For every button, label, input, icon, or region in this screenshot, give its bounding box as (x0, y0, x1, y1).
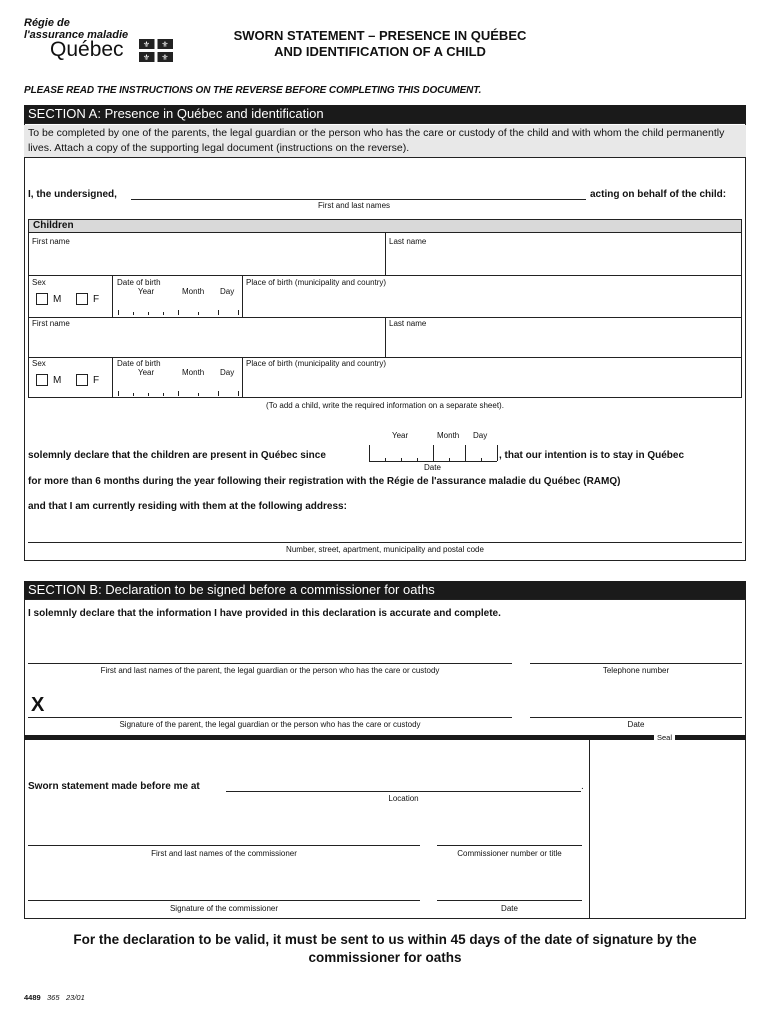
telephone-field[interactable] (530, 663, 742, 664)
acting-label: acting on behalf of the child: (590, 189, 727, 200)
declare-year-label: Year (392, 431, 409, 440)
child1-first-name-label: First name (32, 237, 70, 246)
parent-signature-caption: Signature of the parent, the legal guardian or the person who has the care or custody (119, 720, 421, 729)
child1-place-of-birth-label: Place of birth (municipality and country) (246, 278, 387, 287)
child1-dob-field[interactable] (118, 309, 238, 315)
child2-dob-day-label: Day (220, 368, 235, 377)
child2-sex-m-checkbox[interactable] (36, 374, 48, 386)
child1-dob-month-label: Month (182, 287, 205, 296)
telephone-caption: Telephone number (602, 666, 670, 675)
form-title-line1: SWORN STATEMENT – PRESENCE IN QUÉBEC (233, 28, 527, 43)
parent-names-caption: First and last names of the parent, the legal guardian or the person who has the care or custody (100, 666, 440, 675)
child1-sex-m-label: M (53, 294, 62, 305)
child1-dob-label: Date of birth (117, 278, 161, 287)
child2-sex-label: Sex (32, 359, 46, 368)
quebec-flag-icon (139, 39, 173, 62)
parent-date-caption: Date (627, 720, 645, 729)
commissioner-date-field[interactable] (437, 900, 582, 901)
seal-area[interactable] (591, 741, 743, 917)
instructions-note: PLEASE READ THE INSTRUCTIONS ON THE REVERSE BEFORE COMPLETING THIS DOCUMENT. (24, 85, 482, 96)
child1-dob-day-label: Day (220, 287, 235, 296)
location-caption: Location (388, 794, 419, 803)
children-heading: Children (28, 219, 742, 233)
child2-last-name-field[interactable] (387, 330, 739, 354)
names-caption: First and last names (318, 201, 391, 210)
declare-month-label: Month (437, 431, 460, 440)
undersigned-name-field[interactable] (131, 199, 586, 200)
section-b-heading: SECTION B: Declaration to be signed before a commissioner for oaths (24, 581, 746, 599)
validity-note-line2: commissioner for oaths (308, 950, 462, 965)
commissioner-names-caption: First and last names of the commissioner (151, 849, 297, 858)
child2-dob-year-label: Year (138, 368, 155, 377)
svg-text:⚜: ⚜ (161, 53, 169, 62)
org-name-line1: Régie de (24, 17, 70, 29)
location-field[interactable] (226, 791, 581, 792)
section-b-declaration: I solemnly declare that the information I have provided in this declaration is accurate and complete. (28, 608, 501, 619)
child2-dob-field[interactable] (118, 390, 238, 396)
section-a-heading: SECTION A: Presence in Québec and identification (24, 105, 746, 123)
commissioner-number-caption: Commissioner number or title (457, 849, 562, 858)
child2-first-name-label: First name (32, 319, 70, 328)
org-name-line2: l'assurance maladie (24, 29, 129, 41)
parent-signature-field[interactable] (28, 717, 512, 718)
child2-dob-label: Date of birth (117, 359, 161, 368)
child1-first-name-field[interactable] (29, 248, 384, 272)
address-field[interactable] (28, 542, 742, 543)
child2-sex-m-label: M (53, 375, 62, 386)
child2-sex-f-checkbox[interactable] (76, 374, 88, 386)
parent-names-field[interactable] (28, 663, 512, 664)
child2-sex-f-label: F (93, 375, 100, 386)
child2-first-name-field[interactable] (29, 330, 384, 354)
child1-dob-year-label: Year (138, 287, 155, 296)
parent-date-field[interactable] (530, 717, 742, 718)
address-caption: Number, street, apartment, municipality and postal code (286, 545, 484, 554)
declare-date-caption: Date (424, 463, 441, 472)
child2-dob-month-label: Month (182, 368, 205, 377)
child1-sex-f-label: F (93, 294, 100, 305)
child2-place-of-birth-field[interactable] (245, 371, 739, 395)
section-a-intro: To be completed by one of the parents, the legal guardian or the person who has the care or custody of the child and with whom the child permanently lives. Attach a copy of the supporting legal document (instructions on the reverse). (24, 125, 746, 157)
commissioner-signature-field[interactable] (28, 900, 420, 901)
declare-day-label: Day (473, 431, 488, 440)
validity-note-line1: For the declaration to be valid, it must be sent to us within 45 days of the date of signature by the (73, 932, 697, 947)
form-date: 23/01 (66, 993, 85, 1002)
svg-text:⚜: ⚜ (142, 53, 151, 62)
undersigned-label: I, the undersigned, (28, 189, 117, 200)
sworn-before-label: Sworn statement made before me at (28, 781, 200, 792)
declare-tail: , that our intention is to stay in Québec (499, 450, 685, 461)
child1-last-name-field[interactable] (387, 248, 739, 272)
form-title-line2: AND IDENTIFICATION OF A CHILD (274, 44, 486, 59)
child1-last-name-label: Last name (389, 237, 427, 246)
declaration-line3: and that I am currently residing with them at the following address: (28, 501, 347, 512)
quebec-wordmark: Québec (50, 38, 124, 61)
add-child-note: (To add a child, write the required information on a separate sheet). (266, 401, 504, 410)
child1-place-of-birth-field[interactable] (245, 290, 739, 314)
child2-last-name-label: Last name (389, 319, 427, 328)
form-code: 365 (47, 993, 60, 1002)
child1-sex-label: Sex (32, 278, 46, 287)
seal-label: Seal (654, 733, 675, 742)
declaration-line2: for more than 6 months during the year following their registration with the Régie de l'assurance maladie du Québec (RAMQ) (28, 476, 621, 487)
child2-place-of-birth-label: Place of birth (municipality and country) (246, 359, 387, 368)
declare-date-field[interactable] (369, 455, 497, 462)
svg-text:⚜: ⚜ (142, 40, 151, 49)
child1-sex-m-checkbox[interactable] (36, 293, 48, 305)
commissioner-number-field[interactable] (437, 845, 582, 846)
svg-text:⚜: ⚜ (161, 40, 169, 49)
commissioner-signature-caption: Signature of the commissioner (169, 904, 279, 913)
child1-sex-f-checkbox[interactable] (76, 293, 88, 305)
validity-note (40, 931, 730, 967)
sign-here-mark: X (31, 694, 45, 716)
commissioner-names-field[interactable] (28, 845, 420, 846)
commissioner-date-caption: Date (501, 904, 518, 913)
form-number: 4489 (24, 993, 41, 1002)
declare-label: solemnly declare that the children are present in Québec since (28, 450, 326, 461)
